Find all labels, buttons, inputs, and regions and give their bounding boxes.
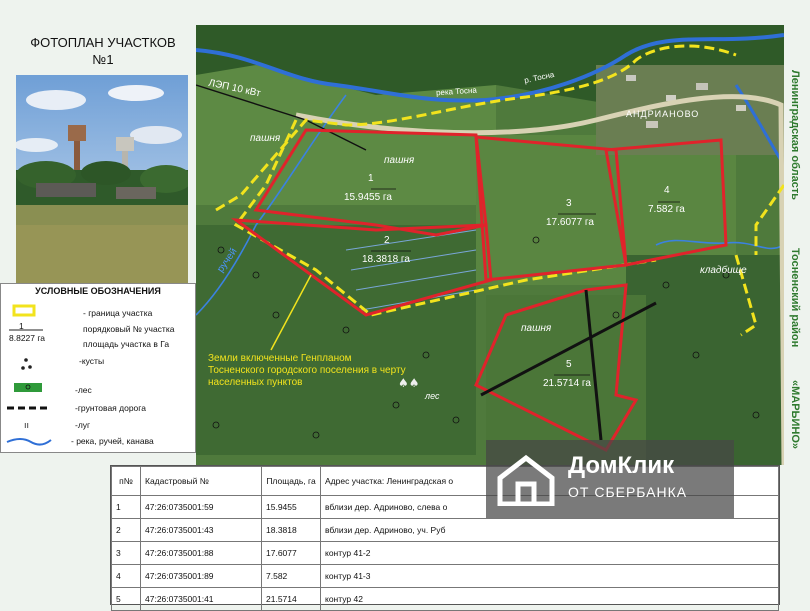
cell: 4 [112,565,141,588]
cell: 47:26:0735001:43 [141,519,262,542]
side-place: «МАРЬИНО» [789,380,801,449]
col-number: п№ [112,467,141,496]
label-field-2: пашня [384,155,415,166]
tree-icon: ♠♠ [398,376,420,390]
cell: контур 41-2 [321,542,779,565]
house-logo-icon [496,454,556,506]
plot-3-area: 17.6077 га [546,217,594,228]
cell: 3 [112,542,141,565]
cell: 15.9455 [262,496,321,519]
cell: контур 41-3 [321,565,779,588]
plot-5-area: 21.5714 га [543,378,591,389]
cell: контур 42 [321,588,779,611]
legend-sample-area: 8.8227 га [9,333,46,343]
domclick-watermark [486,440,734,518]
legend-forest: -лес [75,385,92,395]
title-line-1: ФОТОПЛАН УЧАСТКОВ [30,35,176,50]
legend-bushes: -кусты [79,356,105,366]
side-district: Тосненский район [789,248,801,348]
cell: 47:26:0735001:41 [141,588,262,611]
table-row [112,519,779,542]
boundary-swatch [14,306,34,315]
plot-4-area: 7.582 га [648,204,685,215]
side-region: Ленинградская область [789,70,801,200]
cell: 21.5714 [262,588,321,611]
label-village: АНДРИАНОВО [626,109,700,119]
table-row [112,542,779,565]
plot-2-area: 18.3818 га [362,254,410,265]
cell: вблизи дер. Адриново, слева о [321,496,779,519]
side-caption [784,60,810,480]
label-river-2: р. Тосна [523,69,556,86]
page-title [18,34,188,68]
title-line-2: №1 [92,52,114,67]
label-forest: лес [425,391,440,401]
bushes-icon [24,358,28,362]
legend-sample-number: 1 [19,321,24,331]
plot-5-number: 5 [566,359,572,370]
col-area: Площадь, га [262,467,321,496]
legend-meadow: -луг [75,420,91,430]
plot-4-number: 4 [664,185,670,196]
legend-dirt-road: -грунтовая дорога [75,403,146,413]
legend-symbols [1,284,61,452]
forest-swatch [14,383,42,392]
label-cemetery: кладбище [700,265,747,276]
cell: 2 [112,519,141,542]
legend-heading: УСЛОВНЫЕ ОБОЗНАЧЕНИЯ [35,286,161,296]
label-field-1: пашня [250,133,281,144]
legend-area: площадь участка в Га [83,339,170,349]
table-row [112,588,779,611]
annex-annotation: Земли включенные Генпланом Тосненского городского поселения в черту населенных пунктов [208,353,406,388]
plot-3-number: 3 [566,198,572,209]
cell: 47:26:0735001:89 [141,565,262,588]
label-field-3: пашня [521,323,552,334]
label-power-line: ЛЭП 10 кВт [207,77,262,100]
label-stream: ручей [215,246,240,275]
meadow-symbol: ıı [24,420,30,430]
plot-1-area: 15.9455 га [344,192,392,203]
cell: 5 [112,588,141,611]
col-address: Адрес участка: Ленинградская о [321,467,779,496]
cell: 47:26:0735001:88 [141,542,262,565]
plot-1-number: 1 [368,173,374,184]
col-cadastral: Кадастровый № [141,467,262,496]
watermark-sub: ОТ СБЕРБАНКА [568,484,688,500]
map-legend [0,283,196,453]
plot-2-number: 2 [384,235,390,246]
satellite-map[interactable] [196,25,784,465]
cell: 1 [112,496,141,519]
label-river-1: река Тосна [435,85,478,98]
legend-water: - река, ручей, канава [71,436,154,446]
legend-number: порядковый № участка [83,324,175,334]
water-symbol [7,439,51,445]
cell: вблизи дер. Адриново, уч. Руб [321,519,779,542]
cell: 47:26:0735001:59 [141,496,262,519]
village-photo [16,75,188,285]
table-row [112,565,779,588]
watermark-name: ДомКлик [568,452,675,479]
legend-boundary: - граница участка [83,308,153,318]
cell: 7.582 [262,565,321,588]
cell: 17.6077 [262,542,321,565]
cell: 18.3818 [262,519,321,542]
